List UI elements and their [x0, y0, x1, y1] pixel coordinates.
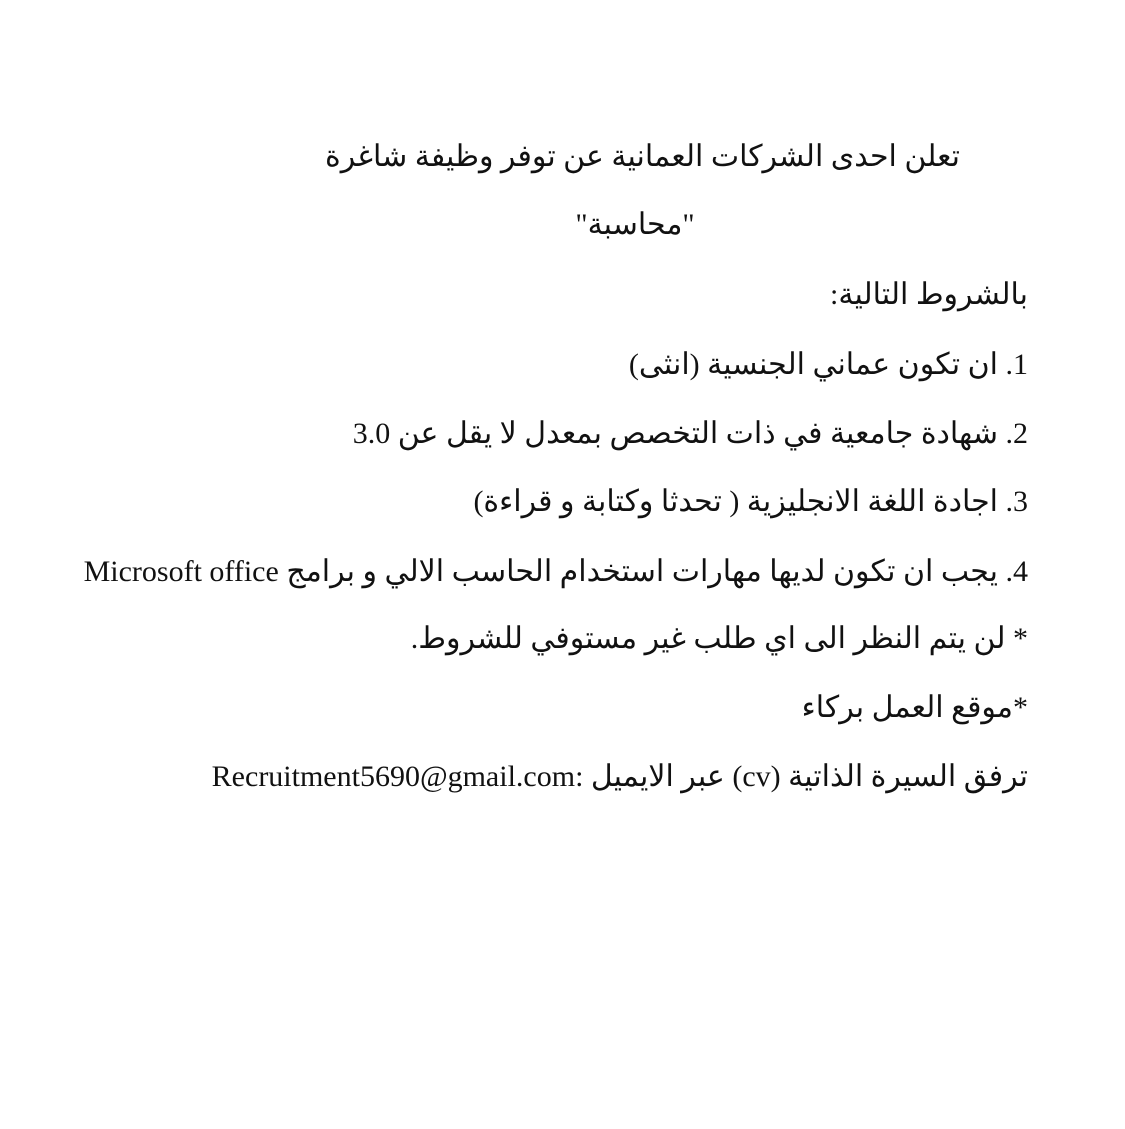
job-title: "محاسبة": [575, 208, 695, 241]
contact-email-line: ترفق السيرة الذاتية (cv) عبر الايميل :Recruitment5690@gmail.com: [211, 760, 1028, 793]
condition-item-1: 1. ان تكون عماني الجنسية (انثى): [628, 348, 1028, 381]
work-location: *موقع العمل بركاء: [801, 691, 1028, 724]
condition-item-3: 3. اجادة اللغة الانجليزية ( تحدثا وكتابة و قراءة): [473, 485, 1028, 518]
conditions-intro: بالشروط التالية:: [830, 278, 1028, 311]
condition-item-2: 2. شهادة جامعية في ذات التخصص بمعدل لا يقل عن 3.0: [352, 417, 1028, 450]
announcement-headline: تعلن احدى الشركات العمانية عن توفر وظيفة شاغرة: [325, 140, 960, 173]
condition-item-4: 4. يجب ان تكون لديها مهارات استخدام الحاسب الالي و برامج Microsoft office: [83, 555, 1028, 588]
eligibility-note: * لن يتم النظر الى اي طلب غير مستوفي للشروط.: [410, 622, 1028, 655]
